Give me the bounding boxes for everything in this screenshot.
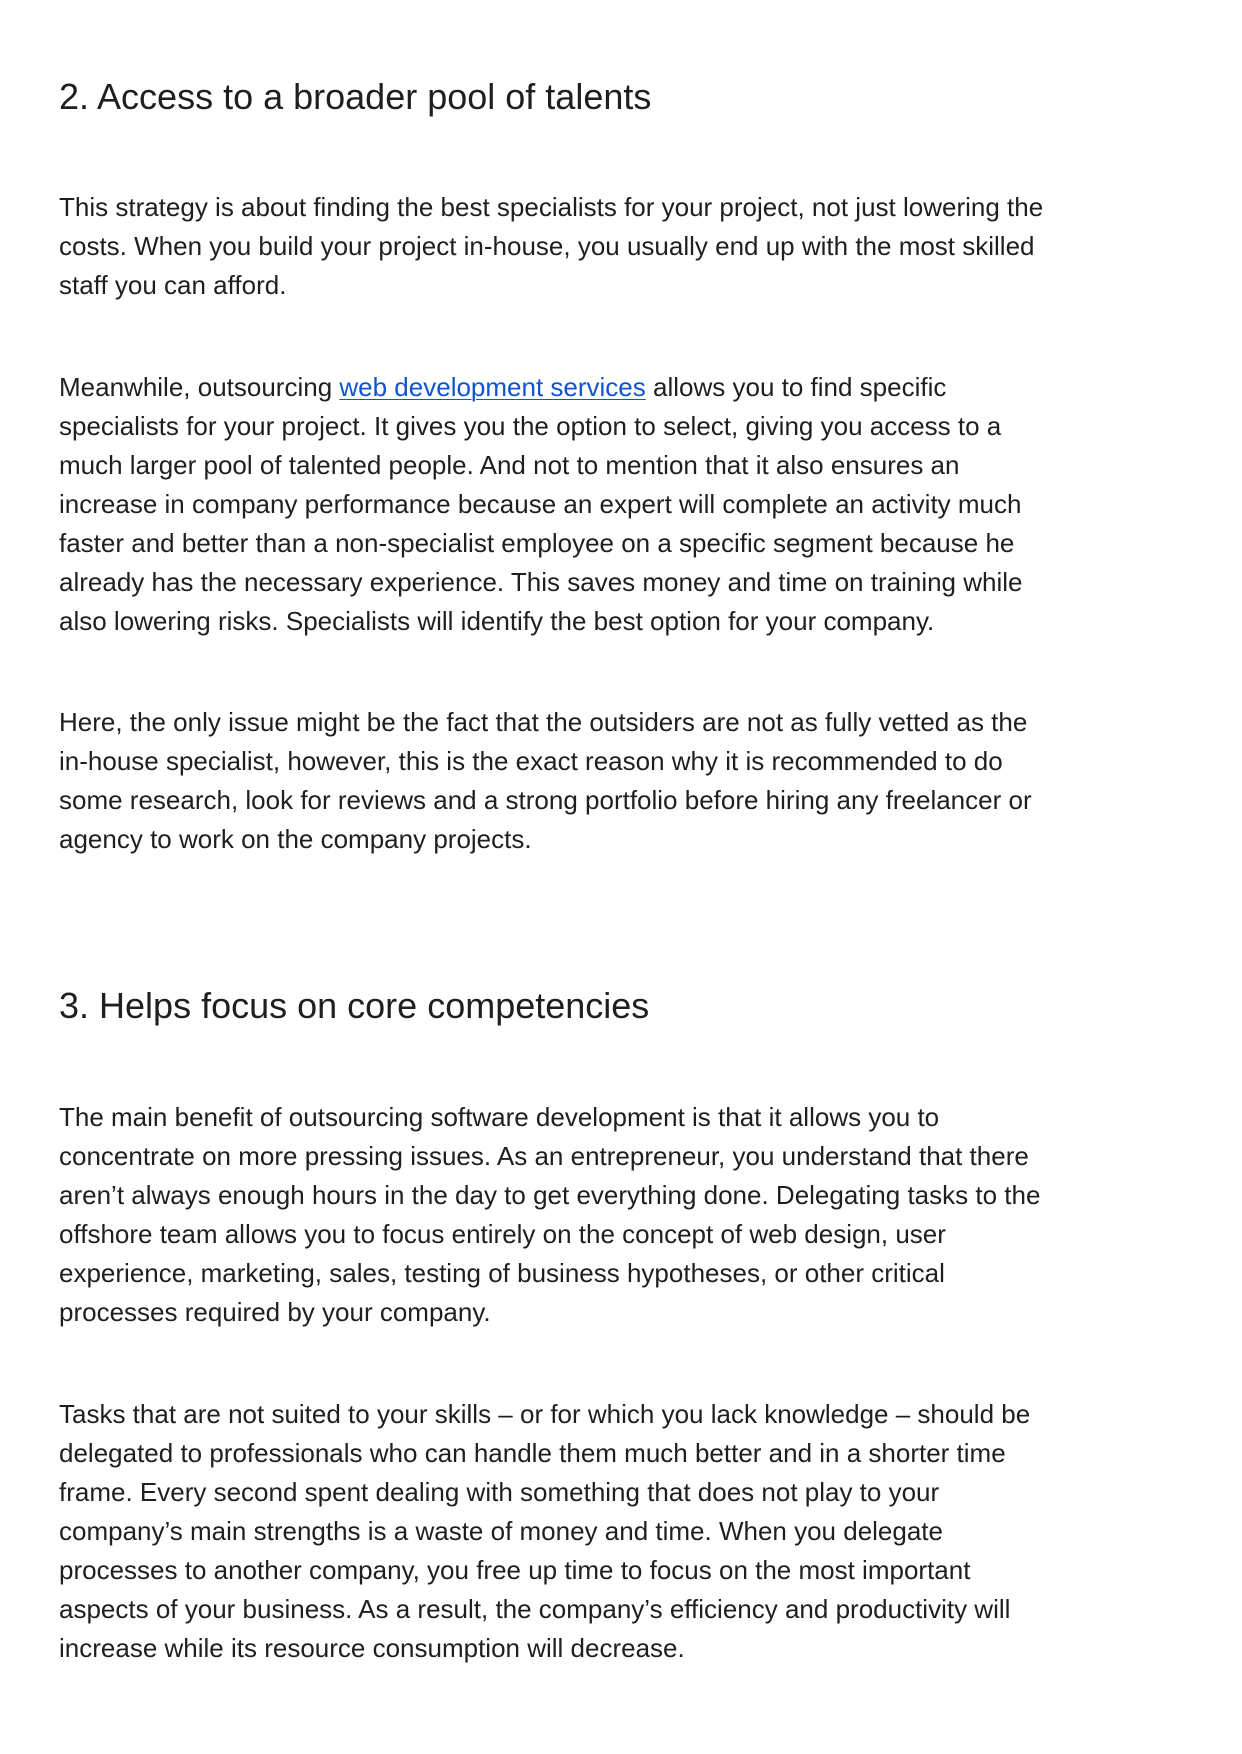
text-line: some research, look for reviews and a strong portfolio before hiring any freelancer or bbox=[59, 785, 1032, 815]
web-development-services-link[interactable]: web development services bbox=[339, 372, 646, 402]
text-line: aren’t always enough hours in the day to get everything done. Delegating tasks to the bbox=[59, 1180, 1041, 1210]
text-line: company’s main strengths is a waste of money and time. When you delegate bbox=[59, 1516, 943, 1546]
text-line: increase while its resource consumption will decrease. bbox=[59, 1633, 685, 1663]
section-2-heading: 2. Access to a broader pool of talents bbox=[59, 76, 652, 117]
text-line: aspects of your business. As a result, the company’s efficiency and productivity will bbox=[59, 1594, 1011, 1624]
text-line: processes required by your company. bbox=[59, 1297, 491, 1327]
text-line: Tasks that are not suited to your skills – or for which you lack knowledge – should be bbox=[59, 1399, 1031, 1429]
text-line: much larger pool of talented people. And not to mention that it also ensures an bbox=[59, 450, 960, 480]
text-line: frame. Every second spent dealing with something that does not play to your bbox=[59, 1477, 940, 1507]
section-2-paragraph-2 bbox=[59, 368, 1189, 641]
text-line: offshore team allows you to focus entirely on the concept of web design, user bbox=[59, 1219, 946, 1249]
text-line: processes to another company, you free up time to focus on the most important bbox=[59, 1555, 971, 1585]
section-2-paragraph-3 bbox=[59, 703, 1189, 859]
text-line: already has the necessary experience. This saves money and time on training while bbox=[59, 567, 1023, 597]
text-line: This strategy is about finding the best specialists for your project, not just lowering the bbox=[59, 192, 1044, 222]
text-line bbox=[59, 368, 1189, 407]
section-2-paragraph-1 bbox=[59, 188, 1189, 305]
section-3-paragraph-1 bbox=[59, 1098, 1189, 1332]
section-3-paragraph-2 bbox=[59, 1395, 1189, 1668]
text-fragment: allows you to find specific bbox=[645, 372, 947, 402]
text-line: increase in company performance because an expert will complete an activity much bbox=[59, 489, 1022, 519]
text-line: specialists for your project. It gives you the option to select, giving you access to a bbox=[59, 411, 1002, 441]
section-3-heading: 3. Helps focus on core competencies bbox=[59, 985, 650, 1026]
text-line: agency to work on the company projects. bbox=[59, 824, 532, 854]
text-line: also lowering risks. Specialists will identify the best option for your company. bbox=[59, 606, 935, 636]
text-line: faster and better than a non-specialist employee on a specific segment because he bbox=[59, 528, 1015, 558]
text-line: costs. When you build your project in-house, you usually end up with the most skilled bbox=[59, 231, 1035, 261]
text-line: Here, the only issue might be the fact that the outsiders are not as fully vetted as the bbox=[59, 707, 1028, 737]
text-line: delegated to professionals who can handle them much better and in a shorter time bbox=[59, 1438, 1006, 1468]
text-line: concentrate on more pressing issues. As an entrepreneur, you understand that there bbox=[59, 1141, 1029, 1171]
text-line: The main benefit of outsourcing software development is that it allows you to bbox=[59, 1102, 940, 1132]
text-line: in-house specialist, however, this is the exact reason why it is recommended to do bbox=[59, 746, 1003, 776]
text-fragment: Meanwhile, outsourcing bbox=[59, 372, 340, 402]
text-line: staff you can afford. bbox=[59, 270, 287, 300]
text-line: experience, marketing, sales, testing of business hypotheses, or other critical bbox=[59, 1258, 945, 1288]
